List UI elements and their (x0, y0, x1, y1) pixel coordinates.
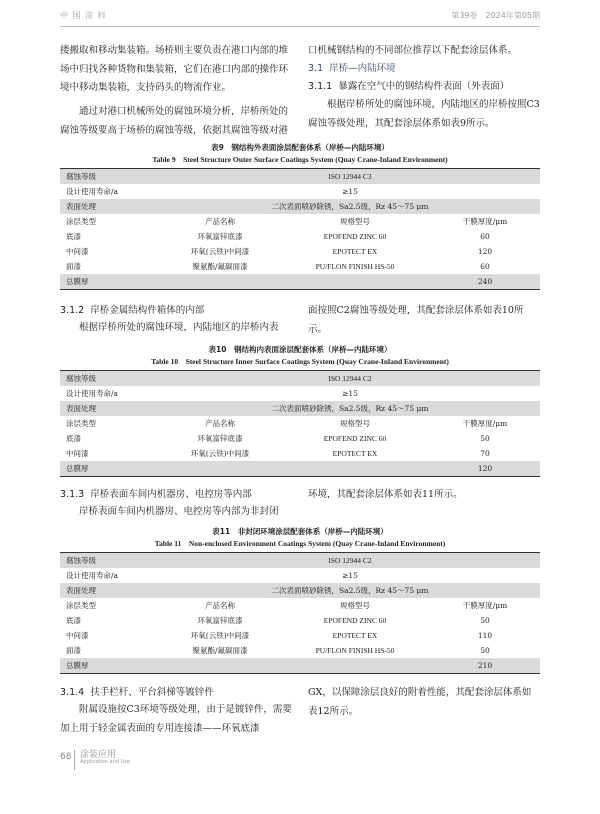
paragraph-3-1-3-left: 岸桥表面车间内机器房、电控房等内部为非封闭 (79, 506, 279, 517)
section-3-1-2-heading (60, 302, 292, 320)
table-row (60, 259, 540, 274)
table10-header-row (60, 416, 540, 431)
total-label: 总膜厚 (60, 658, 160, 674)
table11-caption (60, 526, 540, 549)
paragraph-right-1: 口机械钢结构的不同部位推荐以下配套涂层体系。 (308, 45, 518, 56)
surface-label: 表面处理 (60, 583, 160, 598)
table9-life-row (60, 184, 540, 199)
table-row (60, 244, 540, 259)
table11-surface-row (60, 583, 540, 598)
dry-film-thickness: 70 (480, 449, 490, 458)
corrosion-value: ISO 12944 C2 (160, 371, 540, 387)
table9-total-row (60, 274, 540, 290)
section-3-1-3-heading (60, 486, 292, 504)
section-number: 3.1.4 (60, 687, 85, 698)
life-value: ≥15 (342, 187, 358, 196)
column-header: 干膜厚度/μm (462, 217, 508, 226)
surface-value: 二次表面喷砂除锈，Sa2.5级，Rz 45～75 μm (160, 583, 540, 598)
table9-corrosion-row (60, 169, 540, 185)
corrosion-label: 腐蚀等级 (60, 553, 160, 569)
section-3-1-heading (308, 60, 540, 78)
product-name: 环氧(云铁)中间漆 (190, 631, 250, 640)
running-header (60, 6, 540, 27)
section-title: 岸桥—内陆环境 (329, 63, 396, 74)
corrosion-value: ISO 12944 C2 (160, 553, 540, 569)
paragraph-3-1-4-right: GX，以保障涂层良好的附着性能，其配套涂层体系如表12所示。 (308, 687, 532, 717)
table10-caption (60, 344, 540, 367)
dry-film-thickness: 50 (480, 616, 490, 625)
table11-life-row (60, 568, 540, 583)
product-name: 环氧富锌底漆 (197, 232, 243, 241)
spec-model: PU/FLON FINISH HS-50 (315, 262, 395, 271)
table9-caption (60, 142, 540, 165)
coating-type: 底漆 (66, 616, 81, 625)
column-header: 产品名称 (205, 419, 235, 428)
column-header: 干膜厚度/μm (462, 601, 508, 610)
paragraph-3-1-1: 根据岸桥所处的腐蚀环境，内陆地区的岸桥按照C3腐蚀等级处理，其配套涂层体系如表9所示。 (308, 99, 540, 129)
footer-column-name: 涂装应用 (80, 750, 117, 760)
table9-caption-zh: 表9 钢结构外表面涂层配套体系（岸桥—内陆环境） (211, 143, 389, 152)
journal-name: 中 国 涂 料 (60, 11, 107, 20)
table11-total-row (60, 658, 540, 674)
life-value: ≥15 (342, 571, 358, 580)
coating-type: 面漆 (66, 646, 81, 655)
life-label: 设计使用寿命/a (66, 571, 118, 580)
table10-caption-en: Table 10 Steel Structure Inner Surface Coatings System (Quay Crane-Inland Environment) (151, 357, 449, 366)
spec-model: EPOTECT EX (332, 449, 378, 458)
column-header: 涂层类型 (66, 601, 96, 610)
table11-header-row (60, 598, 540, 613)
section-number: 3.1 (308, 63, 324, 74)
coating-type: 底漆 (66, 232, 81, 241)
section-3-1-1-heading (308, 78, 540, 96)
product-name: 聚氨酯/氟碳面漆 (192, 262, 248, 271)
corrosion-label: 腐蚀等级 (60, 169, 160, 185)
paragraph-left-2: 通过对港口机械所处的腐蚀环境分析，岸桥所处的腐蚀等级要高于场桥的腐蚀等级，依据其腐蚀等级对港 (60, 106, 289, 136)
surface-value: 二次表面喷砂除锈，Sa2.5级，Rz 45～75 μm (160, 199, 540, 214)
surface-label: 表面处理 (60, 401, 160, 416)
life-label: 设计使用寿命/a (66, 389, 118, 398)
table9-header-row (60, 214, 540, 229)
paragraph-3-1-3-right: 环境，其配套涂层体系如表11所示。 (308, 489, 463, 500)
total-value: 210 (430, 658, 540, 674)
corrosion-value: ISO 12944 C3 (160, 169, 540, 185)
column-header: 涂层类型 (66, 217, 96, 226)
spec-model: EPOTECT EX (332, 631, 378, 640)
table10-life-row (60, 386, 540, 401)
table-row (60, 643, 540, 658)
coating-type: 面漆 (66, 262, 81, 271)
table11 (60, 552, 540, 674)
table11-corrosion-row (60, 553, 540, 569)
spec-model: EPOFEND ZINC 60 (323, 232, 387, 241)
total-label: 总膜厚 (60, 461, 160, 477)
table-row (60, 446, 540, 461)
life-label: 设计使用寿命/a (66, 187, 118, 196)
table9-caption-en: Table 9 Steel Structure Outer Surface Coatings System (Quay Crane-Inland Environment) (152, 155, 448, 164)
spec-model: EPOFEND ZINC 60 (323, 434, 387, 443)
spec-model: EPOFEND ZINC 60 (323, 616, 387, 625)
total-label: 总膜厚 (60, 274, 160, 290)
table11-caption-zh: 表11 非封闭环境涂层配套体系（岸桥—内陆环境） (212, 527, 388, 536)
column-header: 规格型号 (340, 601, 370, 610)
section-title: 暴露在空气中的钢结构件表面（外表面） (338, 81, 510, 92)
table10-corrosion-row (60, 371, 540, 387)
spec-model: PU/FLON FINISH HS-50 (315, 646, 395, 655)
product-name: 环氧富锌底漆 (197, 434, 243, 443)
table-row (60, 613, 540, 628)
coating-type: 中间漆 (66, 631, 89, 640)
column-header: 干膜厚度/μm (462, 419, 508, 428)
dry-film-thickness: 60 (480, 232, 490, 241)
table9-surface-row (60, 199, 540, 214)
dry-film-thickness: 60 (480, 262, 490, 271)
paragraph-3-1-2-left: 根据岸桥所处的腐蚀环境，内陆地区的岸桥内表 (79, 322, 279, 333)
product-name: 环氧(云铁)中间漆 (190, 247, 250, 256)
table10-caption-zh: 表10 钢结构内表面涂层配套体系（岸桥—内陆环境） (208, 345, 392, 354)
column-header: 产品名称 (205, 601, 235, 610)
paragraph-left-1: 搂搬取和移动集装箱。场桥则主要负责在港口内部的堆场中归找各种货物和集装箱，它们在港口内部的操作环境中移动集装箱，支持码头的物流作业。 (60, 45, 289, 93)
table10-surface-row (60, 401, 540, 416)
table-row (60, 229, 540, 244)
footer-divider (74, 750, 75, 770)
section-number: 3.1.2 (60, 305, 85, 316)
page-number: 68 (60, 752, 72, 762)
column-header: 规格型号 (340, 217, 370, 226)
table10 (60, 370, 540, 477)
section-title: 扶手栏杆、平台斜梯等镀锌件 (90, 687, 214, 698)
table9 (60, 168, 540, 290)
column-header: 规格型号 (340, 419, 370, 428)
issue-info: 第39卷 2024年第05期 (451, 11, 540, 20)
spec-model: EPOTECT EX (332, 247, 378, 256)
section-number: 3.1.1 (308, 81, 333, 92)
dry-film-thickness: 50 (480, 434, 490, 443)
coating-type: 底漆 (66, 434, 81, 443)
surface-label: 表面处理 (60, 199, 160, 214)
section-title: 岸桥金属结构件箱体的内部 (90, 305, 205, 316)
total-value: 240 (430, 274, 540, 290)
life-value: ≥15 (342, 389, 358, 398)
table-row (60, 628, 540, 643)
product-name: 环氧(云铁)中间漆 (190, 449, 250, 458)
table-row (60, 431, 540, 446)
dry-film-thickness: 120 (477, 247, 493, 256)
dry-film-thickness: 50 (480, 646, 490, 655)
column-header: 涂层类型 (66, 419, 96, 428)
product-name: 聚氨酯/氟碳面漆 (192, 646, 248, 655)
section-3-1-4-heading (60, 684, 292, 702)
table10-total-row (60, 461, 540, 477)
paragraph-3-1-2-right: 面按照C2腐蚀等级处理，其配套涂层体系如表10所示。 (308, 305, 524, 335)
corrosion-label: 腐蚀等级 (60, 371, 160, 387)
coating-type: 中间漆 (66, 247, 89, 256)
product-name: 环氧富锌底漆 (197, 616, 243, 625)
coating-type: 中间漆 (66, 449, 89, 458)
table11-caption-en: Table 11 Non-enclosed Environment Coatings System (Quay Crane-Inland Environment) (154, 539, 446, 548)
footer-column-name-en: Application and Use (80, 759, 130, 765)
paragraph-3-1-4-left: 附属设施按C3环境等级处理，由于是镀锌件，需要加上用于轻金属表面的专用连接漆——环氧底漆 (60, 704, 292, 734)
total-value: 120 (430, 461, 540, 477)
column-header: 产品名称 (205, 217, 235, 226)
section-number: 3.1.3 (60, 489, 85, 500)
surface-value: 二次表面喷砂除锈，Sa2.5级，Rz 45～75 μm (160, 401, 540, 416)
section-title: 岸桥表面车间内机器房、电控房等内部 (90, 489, 252, 500)
dry-film-thickness: 110 (477, 631, 493, 640)
